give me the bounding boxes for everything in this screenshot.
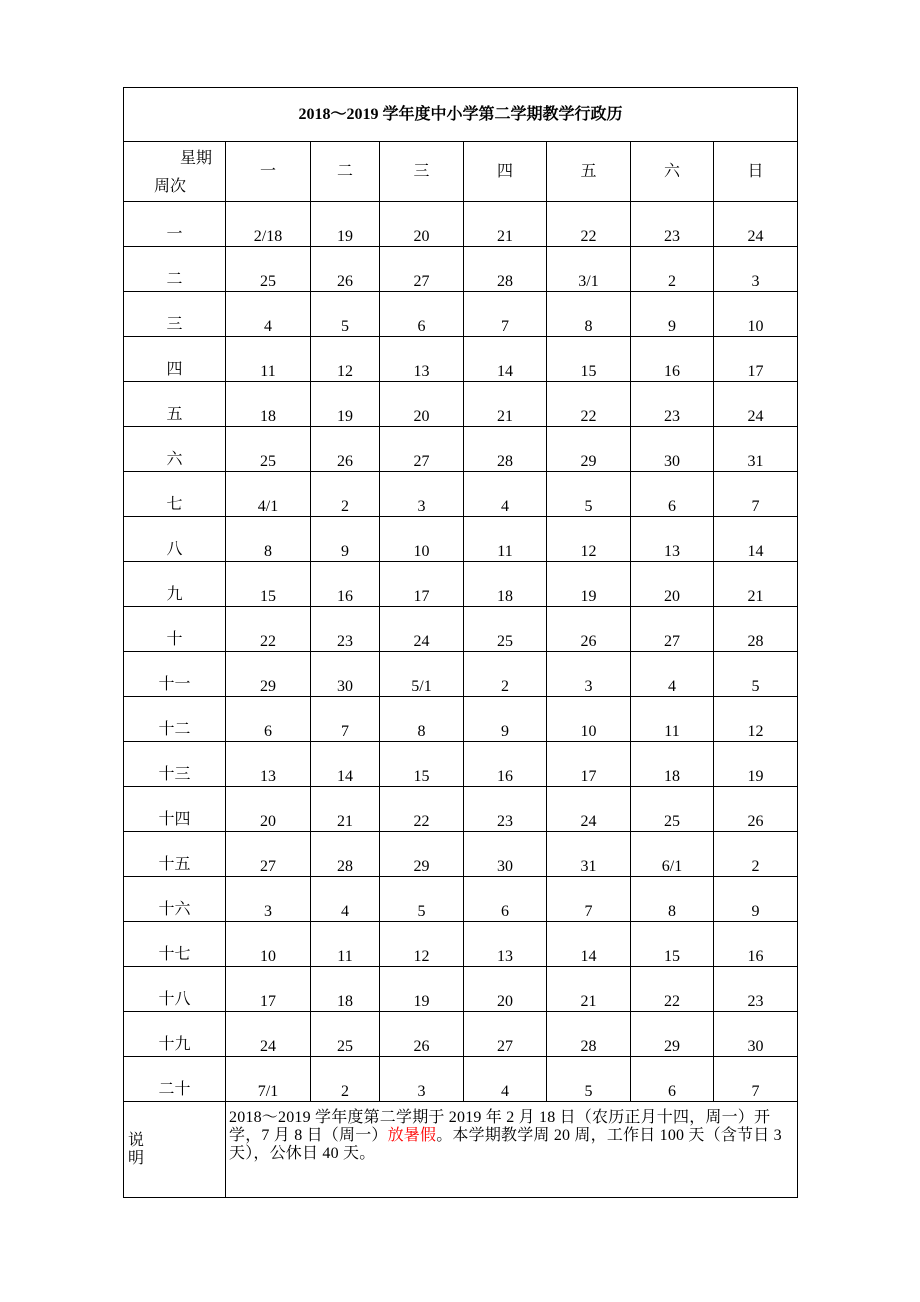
date-cell: 17 [226, 967, 311, 1012]
week-number-cell: 十四 [124, 787, 226, 832]
date-cell: 10 [226, 922, 311, 967]
date-cell: 15 [380, 742, 464, 787]
date-cell: 11 [464, 517, 547, 562]
date-cell: 16 [464, 742, 547, 787]
date-cell: 20 [226, 787, 311, 832]
date-cell: 4/1 [226, 472, 311, 517]
date-cell: 17 [380, 562, 464, 607]
date-cell: 2 [714, 832, 798, 877]
date-cell: 18 [311, 967, 380, 1012]
date-cell: 15 [631, 922, 714, 967]
date-cell: 22 [547, 202, 631, 247]
date-cell: 27 [226, 832, 311, 877]
date-cell: 10 [714, 292, 798, 337]
weekday-axis-label: 星期 [180, 150, 213, 167]
week-number-cell: 十二 [124, 697, 226, 742]
date-cell: 31 [714, 427, 798, 472]
weekday-header-sun: 日 [714, 142, 798, 202]
week-number-cell: 十一 [124, 652, 226, 697]
date-cell: 5 [714, 652, 798, 697]
date-cell: 6/1 [631, 832, 714, 877]
date-cell: 6 [380, 292, 464, 337]
week-row [124, 202, 798, 247]
date-cell: 19 [714, 742, 798, 787]
date-cell: 21 [714, 562, 798, 607]
date-cell: 5 [547, 472, 631, 517]
weekday-header-wed: 三 [380, 142, 464, 202]
date-cell: 11 [631, 697, 714, 742]
date-cell: 20 [464, 967, 547, 1012]
date-cell: 25 [464, 607, 547, 652]
date-cell: 27 [631, 607, 714, 652]
week-number-cell: 二十 [124, 1057, 226, 1102]
date-cell: 28 [311, 832, 380, 877]
date-cell: 21 [311, 787, 380, 832]
date-cell: 4 [226, 292, 311, 337]
corner-header-cell [124, 142, 226, 202]
week-number-cell: 九 [124, 562, 226, 607]
date-cell: 7 [714, 1057, 798, 1102]
date-cell: 21 [464, 382, 547, 427]
date-cell: 5 [547, 1057, 631, 1102]
date-cell: 21 [464, 202, 547, 247]
date-cell: 22 [547, 382, 631, 427]
date-cell: 6 [631, 472, 714, 517]
date-cell: 28 [464, 247, 547, 292]
date-cell: 4 [464, 1057, 547, 1102]
note-row [124, 1102, 798, 1198]
date-cell: 15 [547, 337, 631, 382]
week-number-cell: 三 [124, 292, 226, 337]
date-cell: 27 [380, 427, 464, 472]
week-row [124, 697, 798, 742]
date-cell: 25 [631, 787, 714, 832]
week-number-cell: 六 [124, 427, 226, 472]
note-highlight-summer-break: 放暑假 [387, 1127, 437, 1144]
date-cell: 17 [547, 742, 631, 787]
week-row [124, 832, 798, 877]
date-cell: 15 [226, 562, 311, 607]
week-row [124, 472, 798, 517]
date-cell: 26 [380, 1012, 464, 1057]
week-number-cell: 二 [124, 247, 226, 292]
date-cell: 4 [311, 877, 380, 922]
date-cell: 8 [380, 697, 464, 742]
weekday-header-tue: 二 [311, 142, 380, 202]
date-cell: 13 [380, 337, 464, 382]
week-number-cell: 四 [124, 337, 226, 382]
date-cell: 29 [226, 652, 311, 697]
date-cell: 10 [380, 517, 464, 562]
weekday-header-thu: 四 [464, 142, 547, 202]
date-cell: 9 [464, 697, 547, 742]
note-text [226, 1102, 798, 1198]
week-row [124, 877, 798, 922]
date-cell: 22 [226, 607, 311, 652]
week-number-cell: 一 [124, 202, 226, 247]
date-cell: 5 [311, 292, 380, 337]
date-cell: 13 [226, 742, 311, 787]
week-number-cell: 十 [124, 607, 226, 652]
date-cell: 19 [380, 967, 464, 1012]
date-cell: 2 [311, 472, 380, 517]
week-row [124, 1057, 798, 1102]
date-cell: 24 [714, 382, 798, 427]
date-cell: 19 [547, 562, 631, 607]
week-number-cell: 五 [124, 382, 226, 427]
date-cell: 9 [714, 877, 798, 922]
week-row [124, 292, 798, 337]
date-cell: 7/1 [226, 1057, 311, 1102]
date-cell: 26 [547, 607, 631, 652]
date-cell: 26 [714, 787, 798, 832]
date-cell: 18 [226, 382, 311, 427]
date-cell: 23 [714, 967, 798, 1012]
date-cell: 11 [226, 337, 311, 382]
date-cell: 29 [380, 832, 464, 877]
date-cell: 5/1 [380, 652, 464, 697]
weekday-header-fri: 五 [547, 142, 631, 202]
date-cell: 2 [631, 247, 714, 292]
date-cell: 20 [380, 202, 464, 247]
date-cell: 28 [464, 427, 547, 472]
date-cell: 9 [631, 292, 714, 337]
week-row [124, 787, 798, 832]
week-number-cell: 十七 [124, 922, 226, 967]
date-cell: 19 [311, 202, 380, 247]
date-cell: 9 [311, 517, 380, 562]
week-row [124, 742, 798, 787]
date-cell: 12 [714, 697, 798, 742]
date-cell: 23 [631, 202, 714, 247]
note-text-part: 。本学期教学周 20 周，工作日 100 天（含节日 3 天），公休日 40 天。 [229, 1127, 782, 1162]
date-cell: 6 [631, 1057, 714, 1102]
date-cell: 8 [547, 292, 631, 337]
date-cell: 3/1 [547, 247, 631, 292]
header-row [124, 142, 798, 202]
date-cell: 23 [311, 607, 380, 652]
date-cell: 14 [311, 742, 380, 787]
date-cell: 30 [714, 1012, 798, 1057]
date-cell: 16 [311, 562, 380, 607]
week-row [124, 517, 798, 562]
date-cell: 25 [226, 427, 311, 472]
week-number-cell: 十三 [124, 742, 226, 787]
date-cell: 26 [311, 427, 380, 472]
week-row [124, 607, 798, 652]
date-cell: 22 [631, 967, 714, 1012]
date-cell: 7 [464, 292, 547, 337]
date-cell: 2 [311, 1057, 380, 1102]
calendar-table [123, 87, 798, 1198]
week-row [124, 427, 798, 472]
date-cell: 8 [226, 517, 311, 562]
week-number-cell: 十九 [124, 1012, 226, 1057]
date-cell: 2 [464, 652, 547, 697]
week-row [124, 1012, 798, 1057]
date-cell: 29 [631, 1012, 714, 1057]
date-cell: 3 [380, 1057, 464, 1102]
week-row [124, 652, 798, 697]
date-cell: 20 [380, 382, 464, 427]
date-cell: 8 [631, 877, 714, 922]
note-label [124, 1102, 226, 1198]
week-row [124, 337, 798, 382]
date-cell: 12 [380, 922, 464, 967]
date-cell: 21 [547, 967, 631, 1012]
date-cell: 19 [311, 382, 380, 427]
date-cell: 2/18 [226, 202, 311, 247]
calendar-sheet [123, 87, 797, 1198]
note-label-text: 说明 [128, 1131, 145, 1167]
date-cell: 24 [714, 202, 798, 247]
date-cell: 7 [714, 472, 798, 517]
date-cell: 18 [464, 562, 547, 607]
date-cell: 25 [311, 1012, 380, 1057]
date-cell: 28 [547, 1012, 631, 1057]
date-cell: 26 [311, 247, 380, 292]
date-cell: 30 [311, 652, 380, 697]
date-cell: 18 [631, 742, 714, 787]
date-cell: 28 [714, 607, 798, 652]
date-cell: 31 [547, 832, 631, 877]
date-cell: 13 [464, 922, 547, 967]
weekday-header-mon: 一 [226, 142, 311, 202]
week-row [124, 247, 798, 292]
date-cell: 16 [714, 922, 798, 967]
date-cell: 12 [547, 517, 631, 562]
date-cell: 23 [464, 787, 547, 832]
date-cell: 3 [226, 877, 311, 922]
date-cell: 24 [547, 787, 631, 832]
date-cell: 6 [226, 697, 311, 742]
date-cell: 17 [714, 337, 798, 382]
date-cell: 3 [547, 652, 631, 697]
date-cell: 14 [714, 517, 798, 562]
date-cell: 12 [311, 337, 380, 382]
date-cell: 7 [311, 697, 380, 742]
weekday-header-sat: 六 [631, 142, 714, 202]
page-title: 2018～2019 学年度中小学第二学期教学行政历 [124, 88, 798, 142]
date-cell: 30 [631, 427, 714, 472]
date-cell: 20 [631, 562, 714, 607]
date-cell: 6 [464, 877, 547, 922]
date-cell: 14 [547, 922, 631, 967]
date-cell: 3 [714, 247, 798, 292]
date-cell: 24 [226, 1012, 311, 1057]
date-cell: 3 [380, 472, 464, 517]
week-number-cell: 七 [124, 472, 226, 517]
week-row [124, 382, 798, 427]
date-cell: 11 [311, 922, 380, 967]
date-cell: 27 [380, 247, 464, 292]
date-cell: 27 [464, 1012, 547, 1057]
week-row [124, 562, 798, 607]
date-cell: 22 [380, 787, 464, 832]
date-cell: 29 [547, 427, 631, 472]
date-cell: 7 [547, 877, 631, 922]
date-cell: 23 [631, 382, 714, 427]
week-row [124, 967, 798, 1012]
week-number-cell: 八 [124, 517, 226, 562]
week-axis-label: 周次 [154, 178, 187, 195]
date-cell: 5 [380, 877, 464, 922]
date-cell: 16 [631, 337, 714, 382]
date-cell: 24 [380, 607, 464, 652]
week-row [124, 922, 798, 967]
note-text-part: 2018～2019 学年度第二学期于 2019 年 2 月 18 日（农历正月十四，周一）开学，7 月 8 日（周一） [229, 1109, 771, 1144]
week-number-cell: 十五 [124, 832, 226, 877]
date-cell: 4 [464, 472, 547, 517]
date-cell: 25 [226, 247, 311, 292]
date-cell: 4 [631, 652, 714, 697]
week-number-cell: 十六 [124, 877, 226, 922]
date-cell: 14 [464, 337, 547, 382]
date-cell: 13 [631, 517, 714, 562]
date-cell: 10 [547, 697, 631, 742]
week-number-cell: 十八 [124, 967, 226, 1012]
date-cell: 30 [464, 832, 547, 877]
